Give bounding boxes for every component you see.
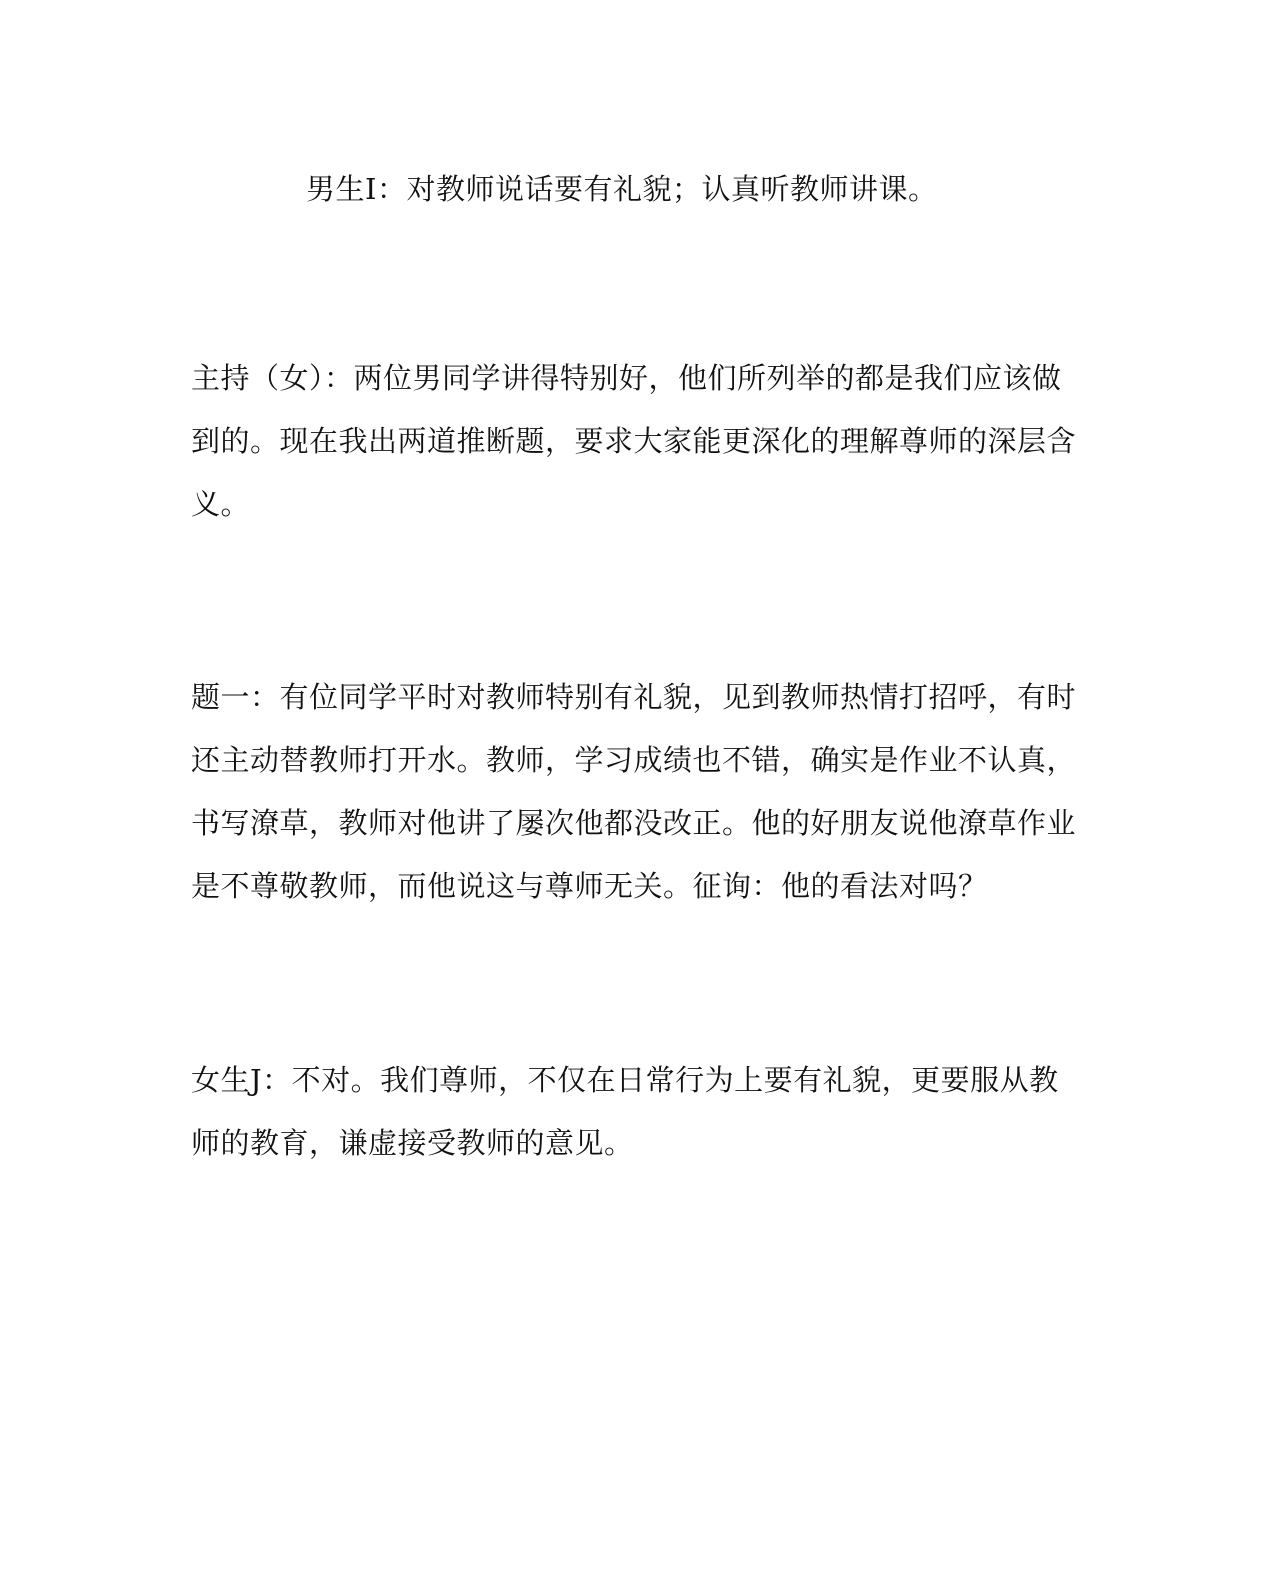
text-line: 主持（女）：两位男同学讲得特别好，他们所列举的都是我们应该做 (191, 361, 1062, 395)
text-line: 师的教育，谦虚接受教师的意见。 (191, 1126, 634, 1160)
text-line: 义。 (191, 487, 251, 521)
text-line: 题一：有位同学平时对教师特别有礼貌，见到教师热情打招呼，有时 (191, 680, 1077, 714)
text-line: 男生I：对教师说话要有礼貌；认真听教师讲课。 (306, 172, 938, 206)
text-line: 到的。现在我出两道推断题，要求大家能更深化的理解尊师的深层含 (191, 424, 1077, 458)
text-line: 女生J：不对。我们尊师，不仅在日常行为上要有礼貌，更要服从教 (191, 1063, 1059, 1097)
paragraph-host-female (191, 347, 1077, 536)
paragraph-question-one (191, 666, 1077, 918)
text-line: 是不尊敬教师，而他说这与尊师无关。征询：他的看法对吗？ (191, 869, 988, 903)
text-line: 还主动替教师打开水。教师，学习成绩也不错，确实是作业不认真， (191, 743, 1077, 777)
paragraph-male-student-i (306, 158, 1176, 221)
paragraph-female-student-j (191, 1049, 1061, 1175)
text-line: 书写潦草，教师对他讲了屡次他都没改正。他的好朋友说他潦草作业 (191, 806, 1077, 840)
